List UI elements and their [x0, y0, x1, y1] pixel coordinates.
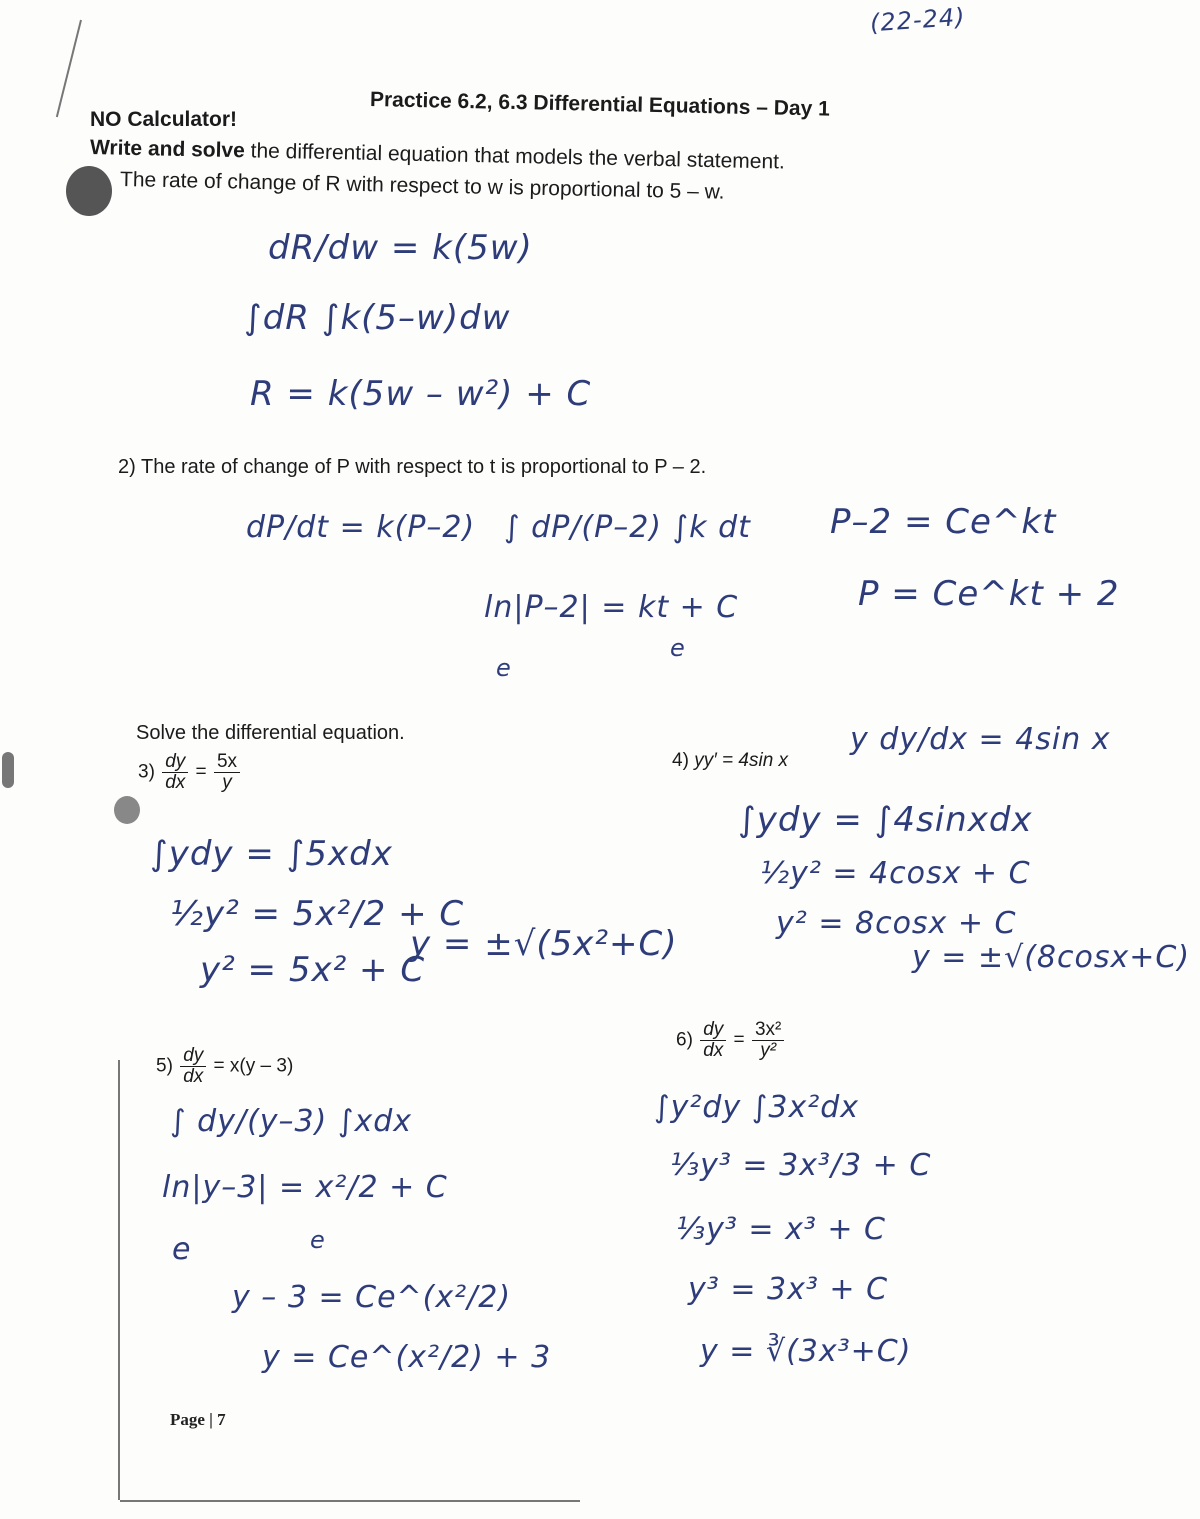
corner-note: (22-24) [869, 2, 967, 38]
problem-1-work-line-3: R = k(5w – w²) + C [250, 374, 592, 414]
problem-3-work-line-2: ½y² = 5x²/2 + C [170, 894, 465, 934]
problem-2-work-c-e-right: e [670, 634, 686, 662]
problem-6-work-line-1: ∫y²dy ∫3x²dx [654, 1090, 860, 1125]
problem-3-number: 3) [138, 761, 155, 783]
problem-2-text [118, 456, 706, 479]
problem-5-work-e-left: e [172, 1232, 192, 1267]
margin-edge-mark [2, 752, 14, 788]
problem-6-rhs-den: y² [760, 1039, 777, 1061]
problem-2-work-d: P–2 = Ce^kt [830, 502, 1057, 542]
problem-4-equation [672, 750, 788, 772]
problem-2-work-b: ∫ dP/(P–2) ∫k dt [504, 510, 751, 545]
instruction-rest: the differential equation that models the verbal statement. [250, 139, 786, 174]
no-calculator-label: NO Calculator! [90, 108, 238, 131]
problem-4-number: 4) [672, 750, 689, 771]
problem-2-number: 2) [118, 456, 136, 478]
problem-3-equals: = [195, 761, 207, 783]
problem-5-work-line-3: y – 3 = Ce^(x²/2) [232, 1280, 512, 1315]
problem-4-work-line-3: y² = 8cosx + C [776, 906, 1017, 941]
problem-6-rhs-num: 3x² [752, 1020, 784, 1041]
problem-3-answer: y = ±√(5x²+C) [410, 924, 678, 964]
problem-3-work-line-3: y² = 5x² + C [200, 950, 426, 990]
problem-4-work-line-2: ½y² = 4cosx + C [760, 856, 1031, 891]
problem-3-rhs-num: 5x [214, 752, 240, 773]
problem-4-work-line-1: ∫ydy = ∫4sinxdx [738, 800, 1033, 840]
problem-2-work-a: dP/dt = k(P–2) [246, 510, 476, 545]
problem-4-work-top: y dy/dx = 4sin x [850, 722, 1111, 757]
problem-5-lhs-num: dy [180, 1046, 206, 1067]
problem-5-number: 5) [156, 1055, 173, 1077]
problem-3-equation [138, 752, 242, 793]
problem-4-formula: yy′ = 4sin x [694, 750, 789, 771]
instruction-bold: Write and solve [89, 136, 246, 163]
problem-3-lhs-num: dy [162, 752, 188, 773]
problem-6-work-line-4: y³ = 3x³ + C [688, 1272, 889, 1307]
problem-3-work-line-1: ∫ydy = ∫5xdx [150, 834, 393, 874]
page-number: Page | 7 [170, 1410, 226, 1429]
problem-6-lhs-den: dx [703, 1039, 724, 1061]
problem-5-work-line-4: y = Ce^(x²/2) + 3 [262, 1340, 552, 1375]
hole-punch-mark [66, 166, 112, 216]
problem-6-rhs-fraction [752, 1020, 784, 1061]
problem-6-number: 6) [676, 1029, 693, 1051]
problem-1-text: The rate of change of R with respect to w is proportional to 5 – w. [119, 168, 725, 204]
problem-5-work-e-right: e [310, 1226, 326, 1254]
problem-1-work-line-2: ∫dR ∫k(5–w)dw [244, 298, 511, 338]
section-heading: Solve the differential equation. [136, 722, 405, 744]
problem-2-work-c-e-left: e [496, 654, 512, 682]
problem-5-work-line-1: ∫ dy/(y–3) ∫xdx [170, 1104, 413, 1139]
problem-2-statement: The rate of change of P with respect to t is proportional to P – 2. [141, 456, 707, 478]
scan-edge-line-bottom [120, 1500, 580, 1502]
problem-4-answer: y = ±√(8cosx+C) [912, 940, 1191, 975]
problem-6-equals: = [733, 1029, 745, 1051]
margin-bullet-mark [114, 796, 140, 824]
problem-3-rhs-den: y [222, 771, 232, 793]
problem-5-rhs: = x(y – 3) [213, 1055, 294, 1077]
problem-6-work-line-2: ⅓y³ = 3x³/3 + C [670, 1148, 932, 1183]
problem-6-equation [676, 1020, 786, 1061]
problem-5-equation [156, 1046, 293, 1087]
page-title: Practice 6.2, 6.3 Differential Equations – Day 1 [369, 88, 831, 121]
scan-edge-line-left [118, 1060, 120, 1500]
problem-2-work-c: ln|P–2| = kt + C [484, 590, 739, 625]
problem-3-lhs-den: dx [165, 771, 186, 793]
scan-edge-line-top [56, 20, 82, 118]
problem-3-rhs-fraction [214, 752, 240, 793]
problem-5-lhs-den: dx [183, 1065, 204, 1087]
problem-2-work-e: P = Ce^kt + 2 [858, 574, 1120, 614]
problem-5-work-line-2: ln|y–3| = x²/2 + C [162, 1170, 448, 1205]
problem-6-lhs-num: dy [700, 1020, 726, 1041]
problem-1-work-line-1: dR/dw = k(5w) [268, 228, 533, 268]
problem-6-work-line-5: y = ∛(3x³+C) [700, 1334, 912, 1369]
problem-5-lhs-fraction [180, 1046, 206, 1087]
problem-6-work-line-3: ⅓y³ = x³ + C [676, 1212, 887, 1247]
problem-3-lhs-fraction [162, 752, 188, 793]
problem-6-lhs-fraction [700, 1020, 726, 1061]
